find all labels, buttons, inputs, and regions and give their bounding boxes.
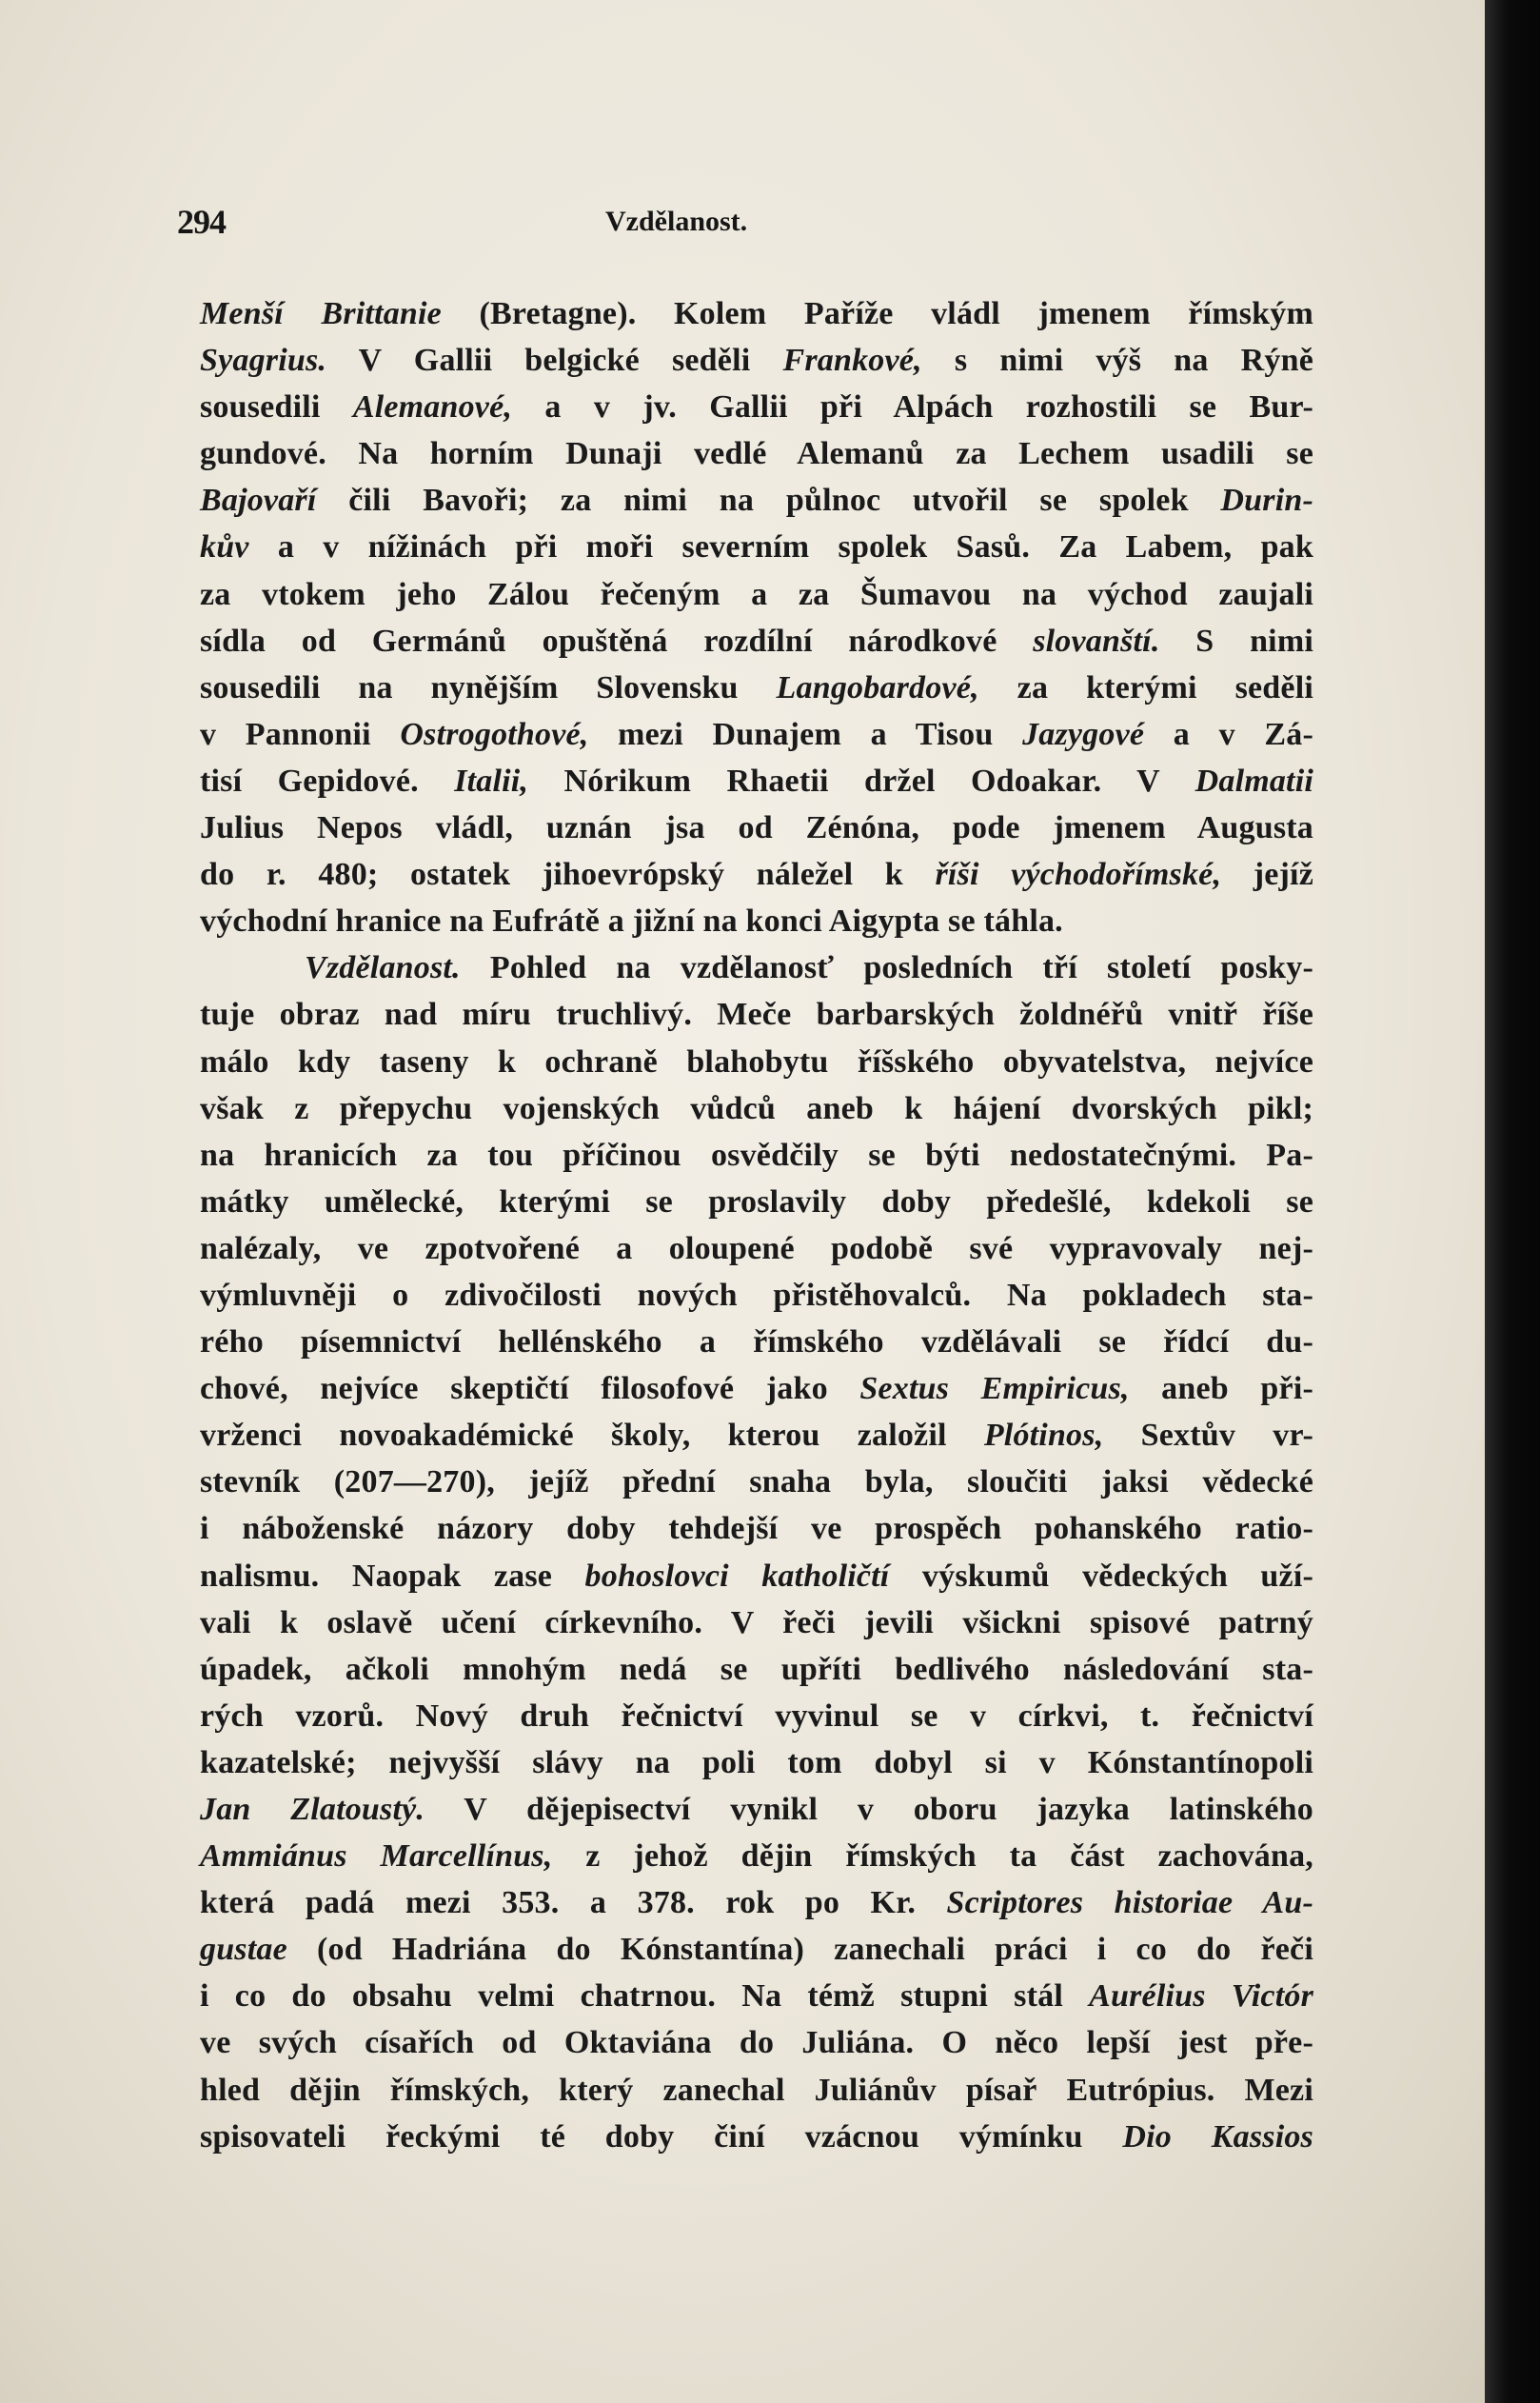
- body-text: [200, 290, 1313, 2160]
- text-line: [200, 430, 1313, 477]
- text-run: kazatelské; nejvyšší slávy na poli tom dobyl si v Kónstantínopoli: [200, 1744, 1313, 1780]
- italic-term: Plótinos,: [983, 1418, 1104, 1454]
- text-run: vali k oslavě učení církevního. V řeči jevili všickni spisové patrný: [200, 1604, 1313, 1640]
- text-line: [200, 290, 1313, 337]
- text-run: Nórikum Rhaetii držel Odoakar. V: [528, 763, 1195, 799]
- text-run: (Bretagne). Kolem Paříže vládl jmenem římským: [441, 296, 1313, 331]
- text-line: [200, 758, 1313, 804]
- text-run: vrženci novoakadémické školy, kterou založil: [200, 1418, 984, 1454]
- text-line: [200, 1833, 1313, 1879]
- text-line: [200, 384, 1313, 430]
- text-line: [200, 1599, 1313, 1646]
- text-line: [200, 1646, 1313, 1693]
- text-run: východní hranice na Eufrátě a jižní na konci Aigypta se táhla.: [200, 904, 1063, 940]
- text-run: V Gallii belgické seděli: [326, 343, 783, 379]
- italic-term: Ammiánus Marcellínus,: [200, 1838, 553, 1875]
- running-head: Vzdělanost.: [605, 206, 748, 237]
- text-run: na hranicích za tou příčinou osvědčily se býti nedostatečnými. Pa-: [200, 1137, 1313, 1173]
- text-run: Julius Nepos vládl, uznán jsa od Zénóna, pode jmenem Augusta: [200, 810, 1313, 846]
- text-line: [200, 1505, 1313, 1552]
- text-line: [200, 1459, 1313, 1505]
- text-line: [200, 991, 1313, 1038]
- text-line: [200, 337, 1313, 384]
- text-line: [200, 2019, 1313, 2066]
- text-line: [200, 944, 1313, 991]
- text-run: málo kdy taseny k ochraně blahobytu říšského obyvatelstva, nejvíce: [200, 1043, 1313, 1080]
- italic-term: říši východořímské,: [935, 857, 1222, 893]
- text-run: nalézaly, ve zpotvořené a oloupené podobě své vypravovaly nej-: [200, 1230, 1313, 1266]
- italic-term: Dalmatii: [1194, 763, 1313, 799]
- text-run: spisovateli řeckými té doby činí vzácnou výmínku: [200, 2118, 1123, 2155]
- italic-term: Italii,: [454, 763, 529, 799]
- italic-term: Sextus Empiricus,: [859, 1371, 1130, 1407]
- text-line: [200, 1225, 1313, 1272]
- text-line: [200, 2114, 1313, 2160]
- page-edge-shadow: [1485, 0, 1540, 2403]
- text-line: [200, 1365, 1313, 1412]
- italic-term: Langobardové,: [776, 669, 979, 705]
- text-run: z jehož dějin římských ta část zachována,: [552, 1838, 1313, 1875]
- text-line: [200, 804, 1313, 851]
- italic-term: gustae: [200, 1932, 287, 1968]
- text-run: Sextův vr-: [1103, 1418, 1313, 1454]
- text-run: chové, nejvíce skeptičtí filosofové jako: [200, 1371, 860, 1407]
- italic-term: Dio Kassios: [1122, 2118, 1313, 2155]
- italic-term: Jan Zlatoustý.: [200, 1792, 425, 1827]
- text-run: mátky umělecké, kterými se proslavily doby předešlé, kdekoli se: [200, 1183, 1313, 1220]
- text-line: [200, 1319, 1313, 1365]
- text-run: sousedili na nynějším Slovensku: [200, 669, 777, 705]
- text-line: [200, 571, 1313, 618]
- text-line: [200, 1879, 1313, 1926]
- text-run: V dějepisectví vynikl v oboru jazyka latinského: [424, 1792, 1313, 1827]
- italic-term: bohoslovci katholičtí: [584, 1558, 890, 1594]
- italic-term: Frankové,: [782, 343, 922, 379]
- text-line: [200, 524, 1313, 570]
- text-run: hled dějin římských, který zanechal Juliánův písař Eutrópius. Mezi: [200, 2072, 1313, 2108]
- text-run: i co do obsahu velmi chatrnou. Na témž stupni stál: [200, 1978, 1090, 2015]
- text-line: [200, 1085, 1313, 1132]
- text-line: [200, 1272, 1313, 1319]
- italic-term: Durin-: [1220, 483, 1313, 519]
- text-run: čili Bavoři; za nimi na půlnoc utvořil se spolek: [316, 483, 1221, 519]
- text-run: stevník (207—270), jejíž přední snaha byla, sloučiti jaksi vědecké: [200, 1464, 1313, 1500]
- text-line: [200, 1412, 1313, 1459]
- text-line: [200, 1973, 1313, 2019]
- text-run: úpadek, ačkoli mnohým nedá se upříti bedlivého následování sta-: [200, 1651, 1313, 1687]
- text-run: s nimi výš na Rýně: [921, 343, 1313, 379]
- text-run: sousedili: [200, 389, 353, 426]
- text-line: [200, 1039, 1313, 1085]
- text-line: [200, 477, 1313, 524]
- text-run: výskumů vědeckých uží-: [889, 1558, 1313, 1594]
- text-line: [200, 1786, 1313, 1833]
- text-line: [200, 665, 1313, 711]
- text-run: nalismu. Naopak zase: [200, 1558, 585, 1594]
- text-line: [200, 618, 1313, 665]
- italic-term: Scriptores historiae Au-: [946, 1885, 1313, 1921]
- text-run: a v jv. Gallii při Alpách rozhostili se Bur-: [512, 389, 1313, 426]
- text-line: [200, 2067, 1313, 2114]
- text-line: [200, 1132, 1313, 1179]
- text-run: sídla od Germánů opuštěná rozdílní národkové: [200, 623, 1034, 659]
- text-run: S nimi: [1159, 623, 1313, 659]
- italic-term: Aurélius Victór: [1089, 1978, 1314, 2015]
- text-run: která padá mezi 353. a 378. rok po Kr.: [200, 1885, 947, 1921]
- text-run: i náboženské názory doby tehdejší ve prospěch pohanského ratio-: [200, 1511, 1313, 1547]
- text-run: aneb při-: [1129, 1371, 1313, 1407]
- text-run: výmluvněji o zdivočilosti nových přistěhovalců. Na pokladech sta-: [200, 1277, 1313, 1313]
- text-run: tuje obraz nad míru truchlivý. Meče barbarských žoldnéřů vnitř říše: [200, 997, 1313, 1033]
- text-run: a v nížinách při moři severním spolek Sasů. Za Labem, pak: [248, 529, 1313, 566]
- italic-term: Jazygové: [1022, 716, 1145, 752]
- text-line: [200, 898, 1313, 944]
- page-header: [177, 202, 1314, 249]
- text-line: [200, 711, 1313, 758]
- text-run: však z přepychu vojenských vůdců aneb k hájení dvorských pikl;: [200, 1090, 1313, 1126]
- italic-term: Syagrius.: [200, 343, 327, 379]
- italic-term: Bajovaří: [200, 483, 317, 519]
- italic-term: Vzdělanost.: [305, 950, 461, 986]
- text-line: [200, 1926, 1313, 1973]
- text-run: gundové. Na horním Dunaji vedlé Alemanů za Lechem usadili se: [200, 436, 1313, 472]
- text-run: v Pannonii: [200, 716, 401, 752]
- text-line: [200, 1739, 1313, 1786]
- text-run: tisí Gepidové.: [200, 763, 455, 799]
- text-run: za vtokem jeho Zálou řečeným a za Šumavou na východ zaujali: [200, 576, 1313, 612]
- text-run: do r. 480; ostatek jihoevrópský náležel k: [200, 857, 936, 893]
- text-run: a v Zá-: [1144, 716, 1313, 752]
- text-run: rého písemnictví hellénského a římského vzdělávali se řídcí du-: [200, 1324, 1313, 1360]
- text-run: (od Hadriána do Kónstantína) zanechali práci i co do řeči: [286, 1932, 1313, 1968]
- italic-term: Menší Brittanie: [200, 296, 442, 331]
- text-run: za kterými seděli: [978, 669, 1313, 705]
- text-run: mezi Dunajem a Tisou: [588, 716, 1023, 752]
- italic-term: Alemanové,: [352, 389, 513, 426]
- text-run: Pohled na vzdělanosť posledních tří století posky-: [460, 950, 1313, 986]
- text-line: [200, 1693, 1313, 1739]
- text-run: ve svých císařích od Oktaviána do Juliána. O něco lepší jest pře-: [200, 2025, 1313, 2061]
- text-line: [200, 1179, 1313, 1225]
- text-line: [200, 1553, 1313, 1599]
- text-line: [200, 851, 1313, 898]
- italic-term: kův: [200, 529, 249, 566]
- text-run: rých vzorů. Nový druh řečnictví vyvinul se v církvi, t. řečnictví: [200, 1698, 1313, 1734]
- text-run: jejíž: [1221, 857, 1313, 893]
- italic-term: slovanští.: [1033, 623, 1160, 659]
- page-number: 294: [177, 203, 226, 241]
- italic-term: Ostrogothové,: [400, 716, 589, 752]
